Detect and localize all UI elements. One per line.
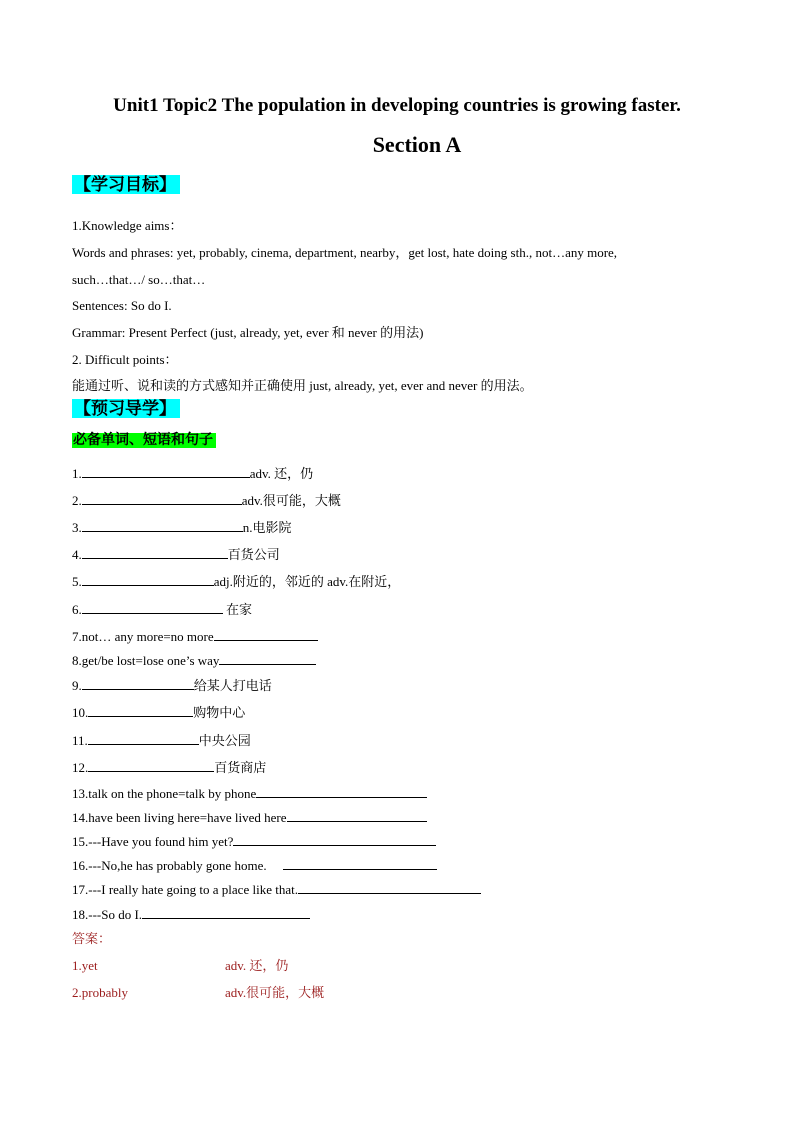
exercise-item: 11. 中央公园 (72, 733, 251, 748)
exercise-item: 4. 百货公司 (72, 547, 280, 562)
answer-blank[interactable] (283, 857, 437, 870)
answer-blank[interactable] (82, 601, 223, 614)
exercise-item: 16.---No,he has probably gone home. (72, 857, 437, 874)
answer-blank[interactable] (82, 573, 214, 586)
answer-blank[interactable] (82, 465, 250, 478)
answer-blank[interactable] (298, 881, 481, 894)
answer-blank[interactable] (88, 704, 193, 717)
grammar-line: Grammar: Present Perfect (just, already, yet, ever 和 never 的用法) (72, 325, 424, 340)
subheading-vocab: 必备单词、短语和句子 (72, 433, 216, 448)
exercise-item: 1. adv. 还，仍 (72, 466, 314, 481)
words-phrases-line1: Words and phrases: yet, probably, cinema, department, nearby，get lost, hate doing sth., not…any more, (72, 245, 618, 260)
answer-blank[interactable] (88, 759, 214, 772)
answer-meaning: adv. 还，仍 (225, 958, 289, 973)
answer-blank[interactable] (233, 833, 436, 846)
exercise-item: 14.have been living here=have lived here (72, 809, 427, 826)
exercise-item: 13.talk on the phone=talk by phone (72, 785, 427, 802)
sentences-line: Sentences: So do I. (72, 298, 172, 313)
answer-blank[interactable] (142, 906, 310, 919)
answer-blank[interactable] (256, 785, 427, 798)
exercise-item: 12. 百货商店 (72, 760, 267, 775)
answer-blank[interactable] (82, 677, 194, 690)
heading-preview: 【预习导学】 (72, 399, 180, 418)
exercise-item: 17.---I really hate going to a place like that. (72, 881, 481, 898)
exercise-item: 18.---So do I. (72, 906, 310, 923)
answer-blank[interactable] (287, 809, 427, 822)
difficult-points-label: 2. Difficult points： (72, 352, 178, 367)
exercise-item: 3. n.电影院 (72, 520, 292, 535)
answer-blank[interactable] (214, 628, 318, 641)
difficult-points-text: 能通过听、说和读的方式感知并正确使用 just, already, yet, ever and never 的用法。 (72, 378, 533, 393)
words-phrases-line2: such…that…/ so…that… (72, 272, 206, 287)
exercise-item: 8.get/be lost=lose one’s way (72, 652, 316, 669)
answer-word: 1.yet (72, 958, 98, 973)
document-title: Unit1 Topic2 The population in developing countries is growing faster. (113, 95, 681, 116)
answer-blank[interactable] (82, 519, 243, 532)
heading-learning-goals: 【学习目标】 (72, 175, 180, 194)
exercise-item: 15.---Have you found him yet? (72, 833, 436, 850)
exercise-item: 10. 购物中心 (72, 705, 246, 720)
exercise-item: 9. 给某人打电话 (72, 678, 272, 693)
exercise-item: 5. adj.附近的，邻近的 adv.在附近， (72, 574, 401, 589)
answer-blank[interactable] (88, 732, 199, 745)
exercise-item: 6. 在家 (72, 602, 253, 617)
answer-blank[interactable] (82, 546, 228, 559)
knowledge-aims-label: 1.Knowledge aims： (72, 218, 183, 233)
answers-label: 答案： (72, 931, 112, 946)
section-title: Section A (372, 132, 462, 157)
answer-blank[interactable] (219, 652, 316, 665)
answer-word: 2.probably (72, 985, 128, 1000)
exercise-item: 7.not… any more=no more (72, 628, 318, 645)
answer-meaning: adv.很可能，大概 (225, 985, 325, 1000)
exercise-item: 2. adv.很可能，大概 (72, 493, 341, 508)
answer-blank[interactable] (82, 492, 242, 505)
